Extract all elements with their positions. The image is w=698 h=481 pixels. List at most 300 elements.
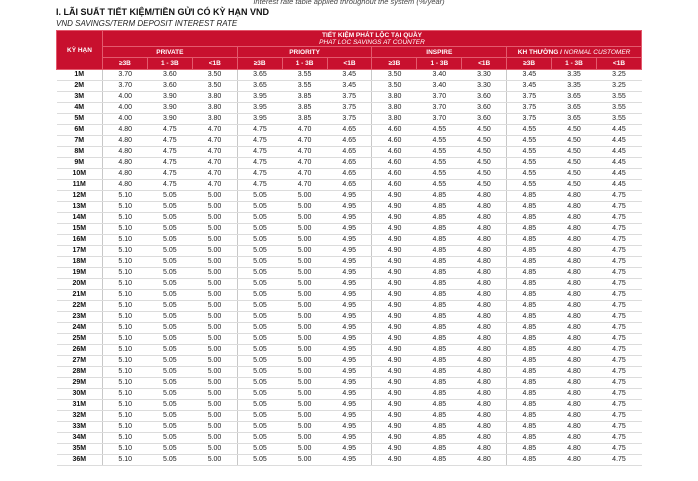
- table-row: [57, 367, 642, 378]
- term-cell: 8M: [57, 147, 103, 158]
- rate-cell: 4.50: [552, 169, 597, 180]
- rate-cell: 3.70: [417, 114, 462, 125]
- rate-cell: 4.50: [462, 180, 507, 191]
- rate-cell: 5.05: [147, 334, 192, 345]
- rate-cell: 3.40: [417, 70, 462, 81]
- rate-cell: 4.50: [462, 125, 507, 136]
- rate-cell: 4.80: [462, 411, 507, 422]
- rate-cell: 4.75: [237, 169, 282, 180]
- rate-cell: 4.60: [372, 180, 417, 191]
- rate-cell: 3.55: [596, 92, 641, 103]
- rate-cell: 4.80: [552, 411, 597, 422]
- table-row: [57, 400, 642, 411]
- tier-header: <1B: [327, 58, 372, 70]
- rate-cell: 5.00: [282, 422, 327, 433]
- rate-cell: 4.80: [462, 356, 507, 367]
- rate-cell: 4.70: [282, 147, 327, 158]
- rate-cell: 4.80: [462, 246, 507, 257]
- rate-cell: 4.65: [327, 169, 372, 180]
- term-cell: 27M: [57, 356, 103, 367]
- rate-cell: 4.90: [372, 378, 417, 389]
- rate-cell: 4.95: [327, 433, 372, 444]
- group-header-normal: [507, 47, 642, 58]
- rate-cell: 4.80: [462, 191, 507, 202]
- term-cell: 3M: [57, 92, 103, 103]
- term-cell: 28M: [57, 367, 103, 378]
- rate-cell: 3.95: [237, 103, 282, 114]
- table-row: [57, 433, 642, 444]
- rate-cell: 4.45: [596, 136, 641, 147]
- rate-cell: 3.85: [282, 114, 327, 125]
- rate-cell: 5.05: [237, 301, 282, 312]
- rate-cell: 4.00: [103, 114, 148, 125]
- section-title: I. LÃI SUẤT TIẾT KIỆM/TIỀN GỬI CÓ KỲ HẠN VND: [56, 7, 269, 17]
- rate-cell: 4.85: [417, 279, 462, 290]
- rate-cell: 4.85: [507, 422, 552, 433]
- rate-cell: 3.30: [462, 81, 507, 92]
- rate-cell: 4.95: [327, 301, 372, 312]
- rate-cell: 4.85: [507, 367, 552, 378]
- rate-cell: 4.70: [282, 180, 327, 191]
- term-header: KỲ HẠN: [57, 31, 103, 70]
- table-row: [57, 202, 642, 213]
- rate-cell: 4.90: [372, 290, 417, 301]
- rate-cell: 5.10: [103, 301, 148, 312]
- rate-cell: 4.95: [327, 290, 372, 301]
- rate-cell: 5.00: [192, 290, 237, 301]
- rate-cell: 3.80: [192, 92, 237, 103]
- rate-cell: 4.80: [552, 400, 597, 411]
- rate-cell: 5.00: [282, 279, 327, 290]
- rate-cell: 4.65: [327, 158, 372, 169]
- rate-cell: 5.10: [103, 279, 148, 290]
- rate-cell: 5.10: [103, 411, 148, 422]
- rate-cell: 4.85: [417, 268, 462, 279]
- rate-cell: 5.05: [147, 411, 192, 422]
- rate-cell: 5.10: [103, 224, 148, 235]
- rate-cell: 5.05: [147, 367, 192, 378]
- rate-cell: 4.80: [552, 345, 597, 356]
- rate-cell: 4.85: [507, 268, 552, 279]
- table-row: [57, 279, 642, 290]
- rate-cell: 3.35: [552, 70, 597, 81]
- rate-cell: 4.95: [327, 378, 372, 389]
- rate-cell: 4.80: [103, 180, 148, 191]
- rate-cell: 4.45: [596, 125, 641, 136]
- rate-cell: 3.80: [372, 103, 417, 114]
- rate-cell: 5.00: [192, 378, 237, 389]
- rate-cell: 4.80: [552, 224, 597, 235]
- rate-cell: 4.85: [507, 444, 552, 455]
- rate-cell: 5.10: [103, 290, 148, 301]
- rate-cell: 4.60: [372, 125, 417, 136]
- rate-cell: 4.55: [417, 169, 462, 180]
- rate-cell: 4.75: [596, 334, 641, 345]
- rate-cell: 4.70: [192, 136, 237, 147]
- rate-cell: 4.75: [596, 345, 641, 356]
- rate-cell: 5.00: [192, 444, 237, 455]
- rate-cell: 5.05: [147, 279, 192, 290]
- rate-cell: 5.05: [237, 257, 282, 268]
- term-cell: 7M: [57, 136, 103, 147]
- rate-cell: 3.70: [103, 81, 148, 92]
- rate-cell: 4.80: [462, 323, 507, 334]
- rate-cell: 4.85: [507, 411, 552, 422]
- rate-cell: 4.90: [372, 400, 417, 411]
- rate-cell: 5.10: [103, 334, 148, 345]
- table-row: [57, 268, 642, 279]
- term-cell: 12M: [57, 191, 103, 202]
- table-row: [57, 257, 642, 268]
- rate-cell: 5.00: [192, 422, 237, 433]
- table-row: [57, 92, 642, 103]
- rate-cell: 5.00: [282, 191, 327, 202]
- rate-cell: 4.80: [462, 433, 507, 444]
- rate-cell: 5.05: [237, 213, 282, 224]
- term-cell: 4M: [57, 103, 103, 114]
- rate-cell: 5.00: [192, 411, 237, 422]
- rate-cell: 5.00: [192, 334, 237, 345]
- rate-cell: 4.70: [282, 169, 327, 180]
- rate-cell: 4.80: [462, 213, 507, 224]
- rate-cell: 5.10: [103, 455, 148, 466]
- rate-cell: 4.90: [372, 323, 417, 334]
- rate-cell: 3.90: [147, 114, 192, 125]
- rate-cell: 5.00: [282, 389, 327, 400]
- rate-cell: 4.90: [372, 301, 417, 312]
- rate-cell: 5.10: [103, 268, 148, 279]
- rate-cell: 4.55: [417, 180, 462, 191]
- rate-cell: 4.95: [327, 235, 372, 246]
- normal-label-en: NORMAL CUSTOMER: [563, 48, 631, 56]
- rate-cell: 4.85: [417, 411, 462, 422]
- rate-cell: 3.60: [462, 92, 507, 103]
- rate-cell: 4.75: [596, 301, 641, 312]
- rate-cell: 3.75: [507, 92, 552, 103]
- rate-cell: 5.05: [147, 433, 192, 444]
- rate-cell: 4.75: [237, 147, 282, 158]
- rate-cell: 4.90: [372, 334, 417, 345]
- rate-cell: 5.05: [147, 345, 192, 356]
- term-cell: 23M: [57, 312, 103, 323]
- rate-cell: 3.50: [372, 81, 417, 92]
- rate-cell: 5.05: [237, 202, 282, 213]
- rate-cell: 4.80: [552, 257, 597, 268]
- rate-cell: 4.45: [596, 147, 641, 158]
- rate-cell: 4.75: [147, 169, 192, 180]
- rate-cell: 4.95: [327, 444, 372, 455]
- rate-cell: 3.65: [237, 81, 282, 92]
- rate-cell: 4.95: [327, 411, 372, 422]
- rate-cell: 4.80: [462, 202, 507, 213]
- rate-cell: 4.85: [507, 334, 552, 345]
- rate-cell: 4.95: [327, 367, 372, 378]
- term-cell: 24M: [57, 323, 103, 334]
- rate-cell: 4.85: [507, 378, 552, 389]
- rate-cell: 4.85: [417, 422, 462, 433]
- rate-cell: 4.85: [417, 246, 462, 257]
- table-row: [57, 114, 642, 125]
- rate-cell: 4.85: [417, 356, 462, 367]
- rate-cell: 5.10: [103, 367, 148, 378]
- rate-cell: 3.60: [462, 103, 507, 114]
- table-row: [57, 125, 642, 136]
- rate-cell: 4.55: [507, 169, 552, 180]
- rate-cell: 3.65: [552, 92, 597, 103]
- rate-cell: 4.45: [596, 169, 641, 180]
- rate-cell: 3.60: [462, 114, 507, 125]
- interest-rate-table: [56, 30, 642, 466]
- rate-cell: 4.85: [417, 301, 462, 312]
- rate-cell: 4.80: [552, 367, 597, 378]
- rate-cell: 5.05: [147, 257, 192, 268]
- rate-cell: 3.30: [462, 70, 507, 81]
- rate-cell: 5.05: [237, 400, 282, 411]
- rate-cell: 3.65: [552, 114, 597, 125]
- term-cell: 29M: [57, 378, 103, 389]
- rate-cell: 4.75: [596, 257, 641, 268]
- term-cell: 33M: [57, 422, 103, 433]
- rate-cell: 5.00: [282, 301, 327, 312]
- rate-cell: 4.85: [417, 224, 462, 235]
- rate-cell: 3.80: [192, 114, 237, 125]
- rate-cell: 3.50: [192, 70, 237, 81]
- rate-cell: 4.80: [462, 279, 507, 290]
- rate-cell: 4.80: [552, 455, 597, 466]
- tier-header-row: [57, 58, 642, 70]
- table-row: [57, 81, 642, 92]
- rate-cell: 5.00: [192, 213, 237, 224]
- rate-cell: 4.80: [462, 257, 507, 268]
- tier-header: 1 - 3B: [417, 58, 462, 70]
- rate-cell: 4.80: [462, 444, 507, 455]
- table-row: [57, 422, 642, 433]
- rate-cell: 4.75: [147, 136, 192, 147]
- rate-cell: 4.50: [552, 136, 597, 147]
- rate-cell: 4.75: [596, 279, 641, 290]
- rate-cell: 5.05: [147, 224, 192, 235]
- rate-cell: 4.50: [552, 158, 597, 169]
- rate-cell: 4.75: [596, 312, 641, 323]
- term-cell: 17M: [57, 246, 103, 257]
- rate-rows: [57, 70, 642, 466]
- rate-cell: 4.90: [372, 444, 417, 455]
- rate-cell: 4.85: [507, 356, 552, 367]
- rate-cell: 4.85: [507, 235, 552, 246]
- rate-cell: 3.80: [372, 114, 417, 125]
- rate-cell: 5.05: [147, 444, 192, 455]
- rate-cell: 5.05: [237, 389, 282, 400]
- table-row: [57, 411, 642, 422]
- rate-cell: 5.05: [147, 378, 192, 389]
- rate-cell: 5.00: [192, 235, 237, 246]
- rate-cell: 4.80: [552, 301, 597, 312]
- rate-cell: 4.80: [552, 378, 597, 389]
- rate-cell: 4.90: [372, 268, 417, 279]
- rate-cell: 4.75: [596, 411, 641, 422]
- rate-cell: 4.80: [462, 334, 507, 345]
- rate-cell: 4.75: [596, 455, 641, 466]
- rate-cell: 4.55: [507, 136, 552, 147]
- rate-cell: 4.55: [417, 136, 462, 147]
- rate-cell: 5.00: [192, 224, 237, 235]
- rate-cell: 3.80: [192, 103, 237, 114]
- rate-cell: 4.95: [327, 224, 372, 235]
- rate-cell: 4.65: [327, 136, 372, 147]
- rate-cell: 5.10: [103, 235, 148, 246]
- rate-cell: 5.05: [147, 400, 192, 411]
- rate-cell: 5.00: [192, 257, 237, 268]
- rate-cell: 4.75: [237, 158, 282, 169]
- rate-cell: 4.75: [237, 125, 282, 136]
- rate-cell: 4.90: [372, 246, 417, 257]
- rate-cell: 4.90: [372, 312, 417, 323]
- rate-cell: 3.70: [103, 70, 148, 81]
- rate-cell: 4.75: [596, 356, 641, 367]
- rate-cell: 5.05: [237, 312, 282, 323]
- table-row: [57, 444, 642, 455]
- rate-cell: 5.10: [103, 191, 148, 202]
- rate-cell: 5.00: [192, 268, 237, 279]
- rate-cell: 4.55: [507, 125, 552, 136]
- rate-cell: 4.90: [372, 213, 417, 224]
- rate-cell: 5.00: [282, 367, 327, 378]
- rate-cell: 5.10: [103, 345, 148, 356]
- rate-cell: 4.90: [372, 367, 417, 378]
- rate-cell: 4.80: [462, 422, 507, 433]
- tier-header: ≥3B: [507, 58, 552, 70]
- rate-cell: 4.80: [462, 235, 507, 246]
- rate-cell: 4.85: [507, 246, 552, 257]
- rate-cell: 3.45: [507, 70, 552, 81]
- rate-cell: 4.80: [103, 125, 148, 136]
- rate-cell: 4.00: [103, 103, 148, 114]
- rate-cell: 5.05: [147, 356, 192, 367]
- term-cell: 20M: [57, 279, 103, 290]
- rate-cell: 4.80: [552, 356, 597, 367]
- product-title: TIẾT KIỆM PHÁT LỘC TẠI QUẦY: [321, 31, 423, 39]
- rate-cell: 5.05: [237, 422, 282, 433]
- rate-cell: 5.05: [237, 367, 282, 378]
- rate-cell: 5.05: [237, 455, 282, 466]
- rate-cell: 5.00: [282, 400, 327, 411]
- term-cell: 14M: [57, 213, 103, 224]
- rate-cell: 4.80: [462, 378, 507, 389]
- rate-cell: 5.00: [192, 345, 237, 356]
- rate-cell: 4.85: [417, 312, 462, 323]
- rate-cell: 4.90: [372, 202, 417, 213]
- rate-cell: 5.10: [103, 356, 148, 367]
- normal-label-vi: KH THƯỜNG /: [517, 48, 562, 56]
- rate-cell: 4.75: [237, 180, 282, 191]
- rate-cell: 4.90: [372, 356, 417, 367]
- rate-cell: 5.00: [192, 323, 237, 334]
- rate-cell: 4.85: [417, 235, 462, 246]
- rate-cell: 4.85: [417, 433, 462, 444]
- rate-cell: 4.75: [147, 125, 192, 136]
- tier-header: <1B: [462, 58, 507, 70]
- rate-cell: 4.90: [372, 191, 417, 202]
- table-row: [57, 323, 642, 334]
- rate-cell: 4.80: [462, 290, 507, 301]
- rate-cell: 4.65: [327, 125, 372, 136]
- rate-cell: 4.95: [327, 268, 372, 279]
- term-cell: 34M: [57, 433, 103, 444]
- rate-cell: 4.80: [552, 422, 597, 433]
- table-row: [57, 70, 642, 81]
- rate-cell: 4.80: [462, 312, 507, 323]
- rate-cell: 5.00: [192, 356, 237, 367]
- rate-cell: 4.85: [507, 279, 552, 290]
- rate-cell: 3.95: [237, 114, 282, 125]
- rate-cell: 5.00: [192, 400, 237, 411]
- rate-cell: 4.90: [372, 433, 417, 444]
- rate-cell: 4.80: [552, 246, 597, 257]
- rate-cell: 4.65: [327, 180, 372, 191]
- term-cell: 22M: [57, 301, 103, 312]
- rate-cell: 4.85: [507, 191, 552, 202]
- rate-cell: 5.05: [147, 301, 192, 312]
- rate-cell: 5.05: [147, 290, 192, 301]
- rate-cell: 3.55: [282, 81, 327, 92]
- rate-cell: 3.70: [417, 92, 462, 103]
- rate-cell: 3.90: [147, 92, 192, 103]
- rate-cell: 4.45: [596, 180, 641, 191]
- rate-cell: 4.70: [282, 158, 327, 169]
- rate-cell: 3.45: [327, 70, 372, 81]
- rate-cell: 4.95: [327, 246, 372, 257]
- rate-cell: 4.75: [237, 136, 282, 147]
- rate-cell: 3.45: [507, 81, 552, 92]
- table-row: [57, 455, 642, 466]
- rate-cell: 5.00: [192, 202, 237, 213]
- rate-cell: 5.10: [103, 257, 148, 268]
- rate-cell: 5.00: [282, 213, 327, 224]
- rate-cell: 4.85: [507, 389, 552, 400]
- table-row: [57, 290, 642, 301]
- top-note: Interest rate table applied throughout the system (%/year): [253, 0, 445, 6]
- term-cell: 21M: [57, 290, 103, 301]
- rate-cell: 5.00: [282, 455, 327, 466]
- rate-cell: 4.80: [552, 334, 597, 345]
- table-row: [57, 103, 642, 114]
- rate-cell: 5.00: [282, 433, 327, 444]
- rate-cell: 4.60: [372, 147, 417, 158]
- rate-cell: 4.55: [507, 158, 552, 169]
- rate-cell: 5.05: [147, 389, 192, 400]
- term-cell: 32M: [57, 411, 103, 422]
- rate-cell: 5.00: [282, 378, 327, 389]
- term-cell: 11M: [57, 180, 103, 191]
- rate-cell: 4.90: [372, 455, 417, 466]
- rate-cell: 5.00: [282, 312, 327, 323]
- table-row: [57, 147, 642, 158]
- rate-cell: 5.10: [103, 444, 148, 455]
- table-row: [57, 246, 642, 257]
- rate-cell: 5.00: [192, 389, 237, 400]
- rate-cell: 4.80: [103, 147, 148, 158]
- rate-cell: 5.00: [192, 191, 237, 202]
- rate-cell: 3.55: [282, 70, 327, 81]
- rate-cell: 5.00: [192, 455, 237, 466]
- term-cell: 1M: [57, 70, 103, 81]
- rate-cell: 4.85: [507, 202, 552, 213]
- rate-cell: 4.80: [462, 301, 507, 312]
- rate-cell: 3.55: [596, 114, 641, 125]
- rate-cell: 4.95: [327, 312, 372, 323]
- rate-cell: 4.60: [372, 136, 417, 147]
- term-cell: 5M: [57, 114, 103, 125]
